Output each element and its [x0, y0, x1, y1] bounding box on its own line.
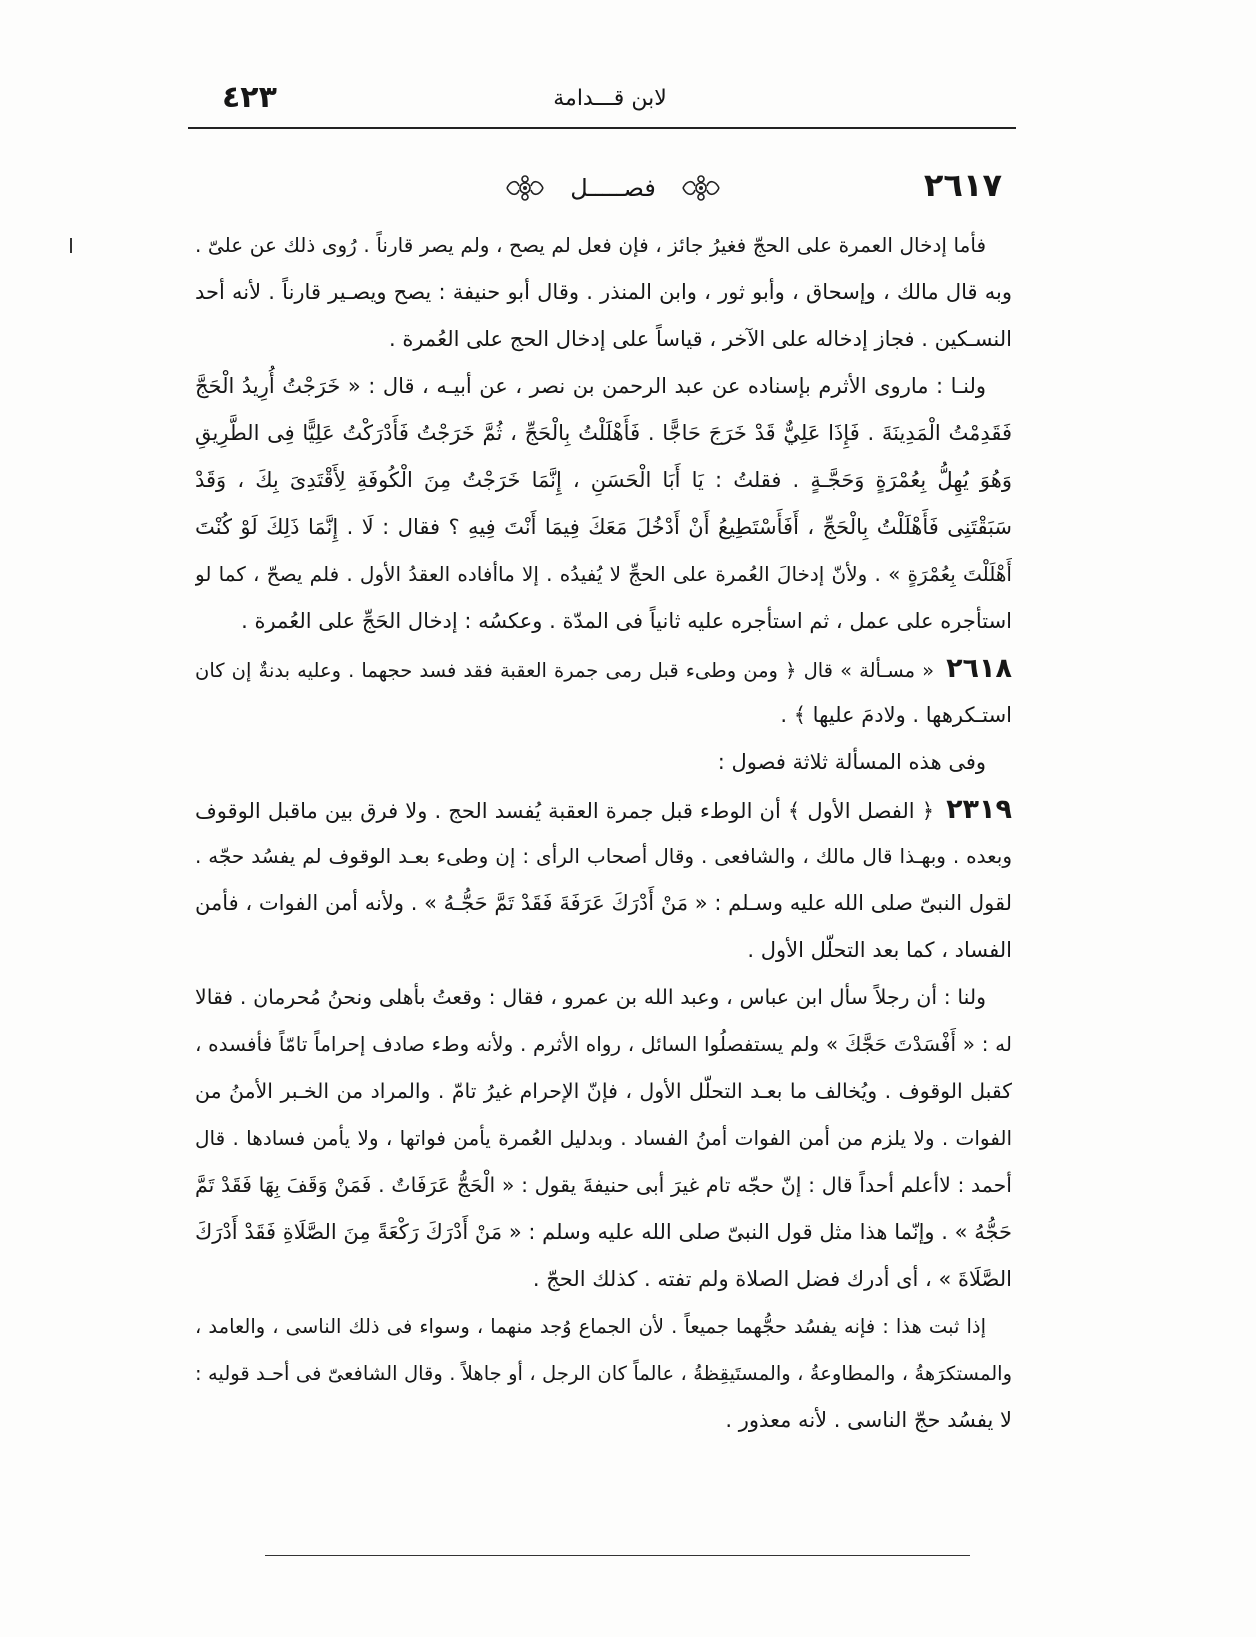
text-line: وَهُوَ يُهِلُّ بِعُمْرَةٍ وَحَجَّـةٍ . فقلتُ : يَا أَبَا الْحَسَنِ ، إِنَّمَا خَرَجْتُ مِنَ الْكُوفَةِ لِأَقْتَدِىَ بِكَ ، وَقَدْ	[195, 468, 1012, 492]
ornament-left-icon	[503, 174, 547, 202]
margin-mark	[70, 238, 72, 253]
text-line: كقبل الوقوف . ويُخالف ما بعـد التحلّل الأول ، فإنّ الإحرام غيرُ تامّ . والمراد من الخـبر الأمنُ من	[195, 1079, 1012, 1103]
paragraph	[195, 739, 1012, 786]
text-line: له : « أَفْسَدْتَ حَجَّكَ » ولم يستفصلُوا السائل ، رواه الأثرم . ولأنه وطء صادف إحراماً تامّاً فأفسده ،	[195, 1032, 1012, 1056]
paragraph	[195, 1303, 1012, 1444]
section-number: ٢٦١٧	[923, 166, 1002, 204]
issue-number: ٢٦١٨	[946, 653, 1012, 684]
text-line: الفساد ، كما بعد التحلّل الأول .	[747, 938, 1012, 962]
line-text: ﴿ الفصل الأول ﴾ أن الوطء قبل جمرة العقبة يُفسد الحج . ولا فرق بين ماقبل الوقوف	[195, 799, 935, 823]
text-line: فأما إدخال العمرة على الحجّ فغيرُ جائز ، فإن فعل لم يصح ، ولم يصر قارناً . رُوى ذلك عن علىّ .	[195, 233, 986, 257]
text-line: سَبَقْتَنِى فَأَهْلَلْتُ بِالْحَجِّ ، أَفَأَسْتَطِيعُ أَنْ أَدْخُلَ مَعَكَ فِيمَا أَنْتَ فِيهِ ؟ فقال : لَا . إِنَّمَا ذَلِكَ لَوْ كُنْتَ	[195, 515, 1012, 539]
text-line: وفى هذه المسألة ثلاثة فصول :	[717, 750, 986, 774]
line-text: « مسـألة » قال ﴿ ومن وطىء قبل رمى جمرة العقبة فقد فسد حجهما . وعليه بدنةٌ إن كان	[195, 659, 935, 682]
text-line: والمستكرَهةُ ، والمطاوعةُ ، والمستَيقِظةُ ، عالماً كان الرجل ، أو جاهلاً . وقال الشافعىّ فى أحـد قوليه :	[195, 1362, 1012, 1385]
section-title: فصـــــل	[570, 174, 656, 202]
text-line: وبعده . وبهـذا قال مالك ، والشافعى . وقال أصحاب الرأى : إن وطىء بعـد الوقوف لم يفسُد حجّه .	[195, 844, 1012, 868]
text-line: استـكرهها . ولادمَ عليها ﴾ .	[780, 703, 1012, 727]
paragraph	[195, 222, 1012, 363]
text-line: الفوات . ولا يلزم من أمن الفوات أمنُ الفساد . وبدليل العُمرة يأمن فواتها ، ولا يأمن فسادها . قال	[195, 1126, 1012, 1150]
text-line: ولنا : أن رجلاً سأل ابن عباس ، وعبد الله بن عمرو ، فقال : وقعتُ بأهلى ونحنُ مُحرمان . فقالا	[195, 985, 986, 1009]
header-rule	[188, 127, 1016, 129]
text-line: لقول النبىّ صلى الله عليه وسـلم : « مَنْ أَدْرَكَ عَرَفَةَ فَقَدْ تَمَّ حَجُّـهُ » . ولأنه أمن الفوات ، فأمن	[195, 891, 1012, 915]
body-text	[195, 222, 1012, 1444]
text-line: أحمد : لاأعلم أحداً قال : إنّ حجّه تام غيرَ أبى حنيفةَ يقول : « الْحَجُّ عَرَفَاتٌ . فَمَنْ وَقَفَ بِهَا فَقَدْ تَمَّ	[195, 1173, 1012, 1197]
footer-rule	[265, 1555, 970, 1556]
section-heading	[503, 170, 723, 206]
paragraph	[195, 645, 1012, 739]
paragraph	[195, 974, 1012, 1303]
paragraph	[195, 786, 1012, 974]
text-line: حَجُّهُ » . وإنّما هذا مثل قول النبىّ صلى الله عليه وسلم : « مَنْ أَدْرَكَ رَكْعَةً مِنَ الصَّلَاةِ فَقَدْ أَدْرَكَ	[195, 1220, 1012, 1244]
ornament-right-icon	[679, 174, 723, 202]
text-line	[195, 645, 1012, 692]
text-line: لا يفسُد حجّ الناسى . لأنه معذور .	[725, 1408, 1012, 1432]
text-line: وبه قال مالك ، وإسحاق ، وأبو ثور ، وابن المنذر . وقال أبو حنيفة : يصح ويصـير قارناً . لأنه أحد	[195, 280, 1012, 304]
text-line: أَهْلَلْتَ بِعُمْرَةٍ » . ولأنّ إدخالَ العُمرة على الحجِّ لا يُفيدُه . إلا ماأفاده العقدُ الأول . فلم يصحّ ، كما لو	[195, 562, 1012, 586]
paragraph	[195, 363, 1012, 645]
issue-number: ٢٣١٩	[946, 794, 1012, 825]
page-number: ٤٢٣	[222, 80, 277, 115]
text-line: الصَّلَاةَ » ، أى أدرك فضل الصلاة ولم تفته . كذلك الحجّ .	[532, 1267, 1012, 1291]
running-title: لابن قـــدامة	[553, 86, 667, 111]
text-line	[195, 786, 1012, 833]
text-line: النسـكين . فجاز إدخاله على الآخر ، قياساً على إدخال الحج على العُمرة .	[388, 327, 1012, 351]
text-line: استأجره على عمل ، ثم استأجره عليه ثانياً فى المدّة . وعكسُه : إدخال الحَجِّ على العُمرة .	[241, 609, 1012, 633]
text-line: ولنـا : ماروى الأثرم بإسناده عن عبد الرحمن بن نصر ، عن أبيـه ، قال : « خَرَجْتُ أُرِيدُ الْحَجَّ	[195, 374, 986, 398]
text-line: إذا ثبت هذا : فإنه يفسُد حجُّهما جميعاً . لأن الجماع وُجد منهما ، وسواء فى ذلك الناسى ، والعامد ،	[195, 1315, 986, 1338]
text-line: فَقَدِمْتُ الْمَدِينَةَ . فَإِذَا عَلِيٌّ قَدْ خَرَجَ حَاجًّا . فَأَهْلَلْتُ بِالْحَجِّ ، ثُمَّ خَرَجْتُ فَأَدْرَكْتُ عَلِيًّا فِى الطَّرِيقِ	[195, 421, 1012, 445]
